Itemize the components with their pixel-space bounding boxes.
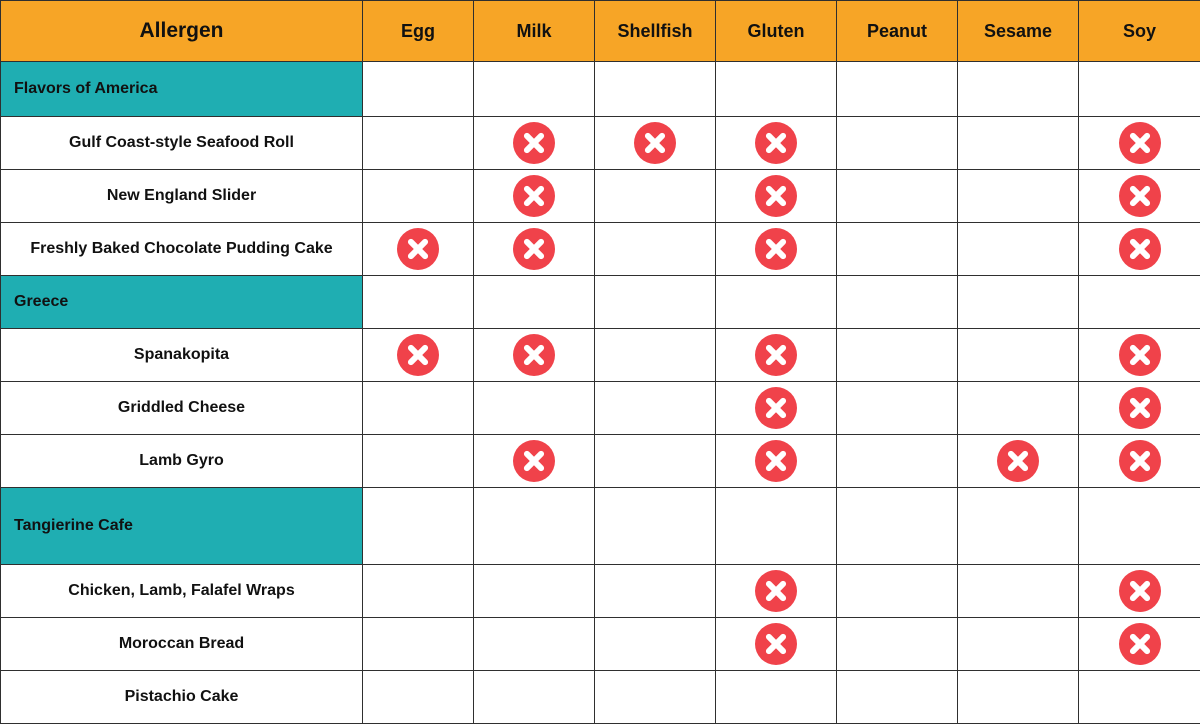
allergen-cell bbox=[595, 276, 716, 329]
item-label: Pistachio Cake bbox=[1, 671, 363, 724]
table-body bbox=[1, 62, 1200, 724]
allergen-cell bbox=[1079, 62, 1200, 117]
allergen-cell bbox=[716, 488, 837, 565]
table-row bbox=[1, 618, 1200, 671]
allergen-cell bbox=[958, 671, 1079, 724]
allergen-cell bbox=[1079, 488, 1200, 565]
section-row bbox=[1, 276, 1200, 329]
section-label: Greece bbox=[1, 276, 363, 329]
header-sesame: Sesame bbox=[958, 1, 1079, 62]
allergen-cell bbox=[1079, 565, 1200, 618]
x-circle-icon bbox=[997, 440, 1039, 482]
x-circle-icon bbox=[755, 334, 797, 376]
header-gluten: Gluten bbox=[716, 1, 837, 62]
item-label: Lamb Gyro bbox=[1, 435, 363, 488]
allergen-cell bbox=[595, 117, 716, 170]
allergen-cell bbox=[474, 117, 595, 170]
header-egg: Egg bbox=[363, 1, 474, 62]
x-circle-icon bbox=[513, 334, 555, 376]
allergen-cell bbox=[958, 435, 1079, 488]
item-label: Chicken, Lamb, Falafel Wraps bbox=[1, 565, 363, 618]
allergen-cell bbox=[837, 117, 958, 170]
allergen-cell bbox=[595, 329, 716, 382]
allergen-cell bbox=[837, 382, 958, 435]
allergen-cell bbox=[1079, 170, 1200, 223]
allergen-cell bbox=[716, 223, 837, 276]
section-row bbox=[1, 488, 1200, 565]
table-row bbox=[1, 329, 1200, 382]
allergen-cell bbox=[474, 488, 595, 565]
x-circle-icon bbox=[755, 623, 797, 665]
x-circle-icon bbox=[1119, 623, 1161, 665]
x-circle-icon bbox=[1119, 122, 1161, 164]
allergen-cell bbox=[716, 62, 837, 117]
allergen-cell bbox=[474, 671, 595, 724]
item-label: Moroccan Bread bbox=[1, 618, 363, 671]
header-milk: Milk bbox=[474, 1, 595, 62]
allergen-cell bbox=[837, 276, 958, 329]
allergen-cell bbox=[716, 382, 837, 435]
allergen-cell bbox=[958, 618, 1079, 671]
item-label: Spanakopita bbox=[1, 329, 363, 382]
allergen-cell bbox=[716, 276, 837, 329]
allergen-cell bbox=[958, 223, 1079, 276]
allergen-cell bbox=[595, 618, 716, 671]
allergen-cell bbox=[716, 671, 837, 724]
allergen-cell bbox=[1079, 382, 1200, 435]
allergen-cell bbox=[1079, 276, 1200, 329]
allergen-cell bbox=[474, 565, 595, 618]
x-circle-icon bbox=[513, 122, 555, 164]
allergen-cell bbox=[958, 329, 1079, 382]
allergen-cell bbox=[474, 329, 595, 382]
header-soy: Soy bbox=[1079, 1, 1200, 62]
allergen-cell bbox=[363, 117, 474, 170]
allergen-cell bbox=[595, 565, 716, 618]
allergen-cell bbox=[958, 565, 1079, 618]
allergen-cell bbox=[474, 382, 595, 435]
allergen-cell bbox=[595, 170, 716, 223]
allergen-cell bbox=[837, 435, 958, 488]
allergen-cell bbox=[837, 565, 958, 618]
header-shellfish: Shellfish bbox=[595, 1, 716, 62]
table-row bbox=[1, 170, 1200, 223]
x-circle-icon bbox=[513, 228, 555, 270]
allergen-cell bbox=[716, 435, 837, 488]
allergen-cell bbox=[595, 382, 716, 435]
allergen-cell bbox=[595, 223, 716, 276]
x-circle-icon bbox=[755, 175, 797, 217]
item-label: Freshly Baked Chocolate Pudding Cake bbox=[1, 223, 363, 276]
allergen-cell bbox=[595, 488, 716, 565]
allergen-cell bbox=[1079, 117, 1200, 170]
item-label: Griddled Cheese bbox=[1, 382, 363, 435]
x-circle-icon bbox=[634, 122, 676, 164]
x-circle-icon bbox=[1119, 334, 1161, 376]
x-circle-icon bbox=[755, 570, 797, 612]
allergen-cell bbox=[474, 618, 595, 671]
x-circle-icon bbox=[397, 228, 439, 270]
section-label: Flavors of America bbox=[1, 62, 363, 117]
section-label: Tangierine Cafe bbox=[1, 488, 363, 565]
allergen-cell bbox=[474, 223, 595, 276]
allergen-cell bbox=[363, 618, 474, 671]
allergen-cell bbox=[958, 170, 1079, 223]
x-circle-icon bbox=[513, 175, 555, 217]
section-row bbox=[1, 62, 1200, 117]
allergen-cell bbox=[363, 565, 474, 618]
allergen-cell bbox=[595, 671, 716, 724]
allergen-cell bbox=[716, 329, 837, 382]
allergen-cell bbox=[363, 435, 474, 488]
allergen-cell bbox=[363, 488, 474, 565]
allergen-cell bbox=[837, 488, 958, 565]
x-circle-icon bbox=[1119, 570, 1161, 612]
table-row bbox=[1, 117, 1200, 170]
allergen-cell bbox=[837, 62, 958, 117]
allergen-cell bbox=[837, 170, 958, 223]
allergen-cell bbox=[363, 276, 474, 329]
allergen-cell bbox=[1079, 223, 1200, 276]
x-circle-icon bbox=[755, 228, 797, 270]
table-row bbox=[1, 671, 1200, 724]
allergen-cell bbox=[363, 329, 474, 382]
x-circle-icon bbox=[1119, 175, 1161, 217]
allergen-cell bbox=[958, 117, 1079, 170]
table-row bbox=[1, 223, 1200, 276]
x-circle-icon bbox=[513, 440, 555, 482]
x-circle-icon bbox=[755, 440, 797, 482]
allergen-cell bbox=[716, 170, 837, 223]
x-circle-icon bbox=[1119, 228, 1161, 270]
x-circle-icon bbox=[1119, 387, 1161, 429]
allergen-cell bbox=[595, 435, 716, 488]
x-circle-icon bbox=[397, 334, 439, 376]
allergen-cell bbox=[474, 170, 595, 223]
allergen-cell bbox=[837, 671, 958, 724]
allergen-cell bbox=[1079, 618, 1200, 671]
allergen-cell bbox=[363, 223, 474, 276]
allergen-cell bbox=[363, 671, 474, 724]
allergen-cell bbox=[1079, 435, 1200, 488]
allergen-cell bbox=[1079, 671, 1200, 724]
header-allergen: Allergen bbox=[1, 1, 363, 62]
x-circle-icon bbox=[755, 122, 797, 164]
allergen-cell bbox=[1079, 329, 1200, 382]
allergen-cell bbox=[958, 382, 1079, 435]
allergen-cell bbox=[363, 62, 474, 117]
x-circle-icon bbox=[755, 387, 797, 429]
item-label: New England Slider bbox=[1, 170, 363, 223]
table-row bbox=[1, 565, 1200, 618]
allergen-cell bbox=[595, 62, 716, 117]
allergen-cell bbox=[474, 276, 595, 329]
allergen-cell bbox=[474, 435, 595, 488]
allergen-cell bbox=[474, 62, 595, 117]
allergen-cell bbox=[958, 62, 1079, 117]
allergen-cell bbox=[363, 170, 474, 223]
allergen-cell bbox=[958, 276, 1079, 329]
allergen-cell bbox=[837, 618, 958, 671]
item-label: Gulf Coast-style Seafood Roll bbox=[1, 117, 363, 170]
table-row bbox=[1, 382, 1200, 435]
x-circle-icon bbox=[1119, 440, 1161, 482]
table-row bbox=[1, 435, 1200, 488]
allergen-cell bbox=[958, 488, 1079, 565]
allergen-cell bbox=[837, 329, 958, 382]
allergen-cell bbox=[363, 382, 474, 435]
allergen-cell bbox=[716, 117, 837, 170]
allergen-cell bbox=[837, 223, 958, 276]
allergen-cell bbox=[716, 618, 837, 671]
header-peanut: Peanut bbox=[837, 1, 958, 62]
allergen-cell bbox=[716, 565, 837, 618]
header-row bbox=[1, 1, 1200, 62]
